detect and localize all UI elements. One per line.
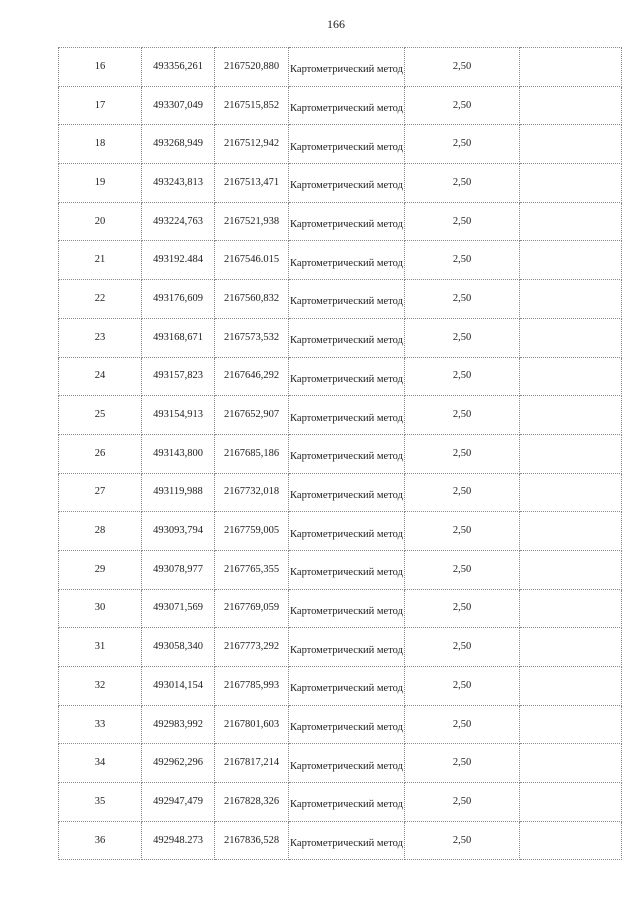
y-coordinate-cell: 2167573,532 xyxy=(215,318,289,357)
note-cell xyxy=(520,512,622,551)
method-cell xyxy=(289,744,405,783)
method-cell xyxy=(289,125,405,164)
y-coordinate-cell: 2167836,528 xyxy=(215,821,289,860)
note-cell xyxy=(520,589,622,628)
y-coordinate-cell: 2167769,059 xyxy=(215,589,289,628)
method-cell xyxy=(289,86,405,125)
y-coordinate-cell: 2167652,907 xyxy=(215,396,289,435)
table-row xyxy=(59,396,622,435)
method-text: Картометрический метод xyxy=(290,722,403,734)
point-number-cell: 21 xyxy=(59,241,142,280)
method-text: Картометрический метод xyxy=(290,528,403,540)
page-number: 166 xyxy=(327,17,345,31)
note-cell xyxy=(520,202,622,241)
x-coordinate-cell: 493307,049 xyxy=(142,86,215,125)
accuracy-cell: 2,50 xyxy=(405,434,520,473)
accuracy-cell: 2,50 xyxy=(405,589,520,628)
x-coordinate-cell: 493224,763 xyxy=(142,202,215,241)
x-coordinate-cell: 493268,949 xyxy=(142,125,215,164)
x-coordinate-cell: 492948.273 xyxy=(142,821,215,860)
accuracy-cell: 2,50 xyxy=(405,512,520,551)
method-cell xyxy=(289,550,405,589)
y-coordinate-cell: 2167759,005 xyxy=(215,512,289,551)
x-coordinate-cell: 492983,992 xyxy=(142,705,215,744)
table-row xyxy=(59,667,622,706)
x-coordinate-cell: 493143,800 xyxy=(142,434,215,473)
point-number-cell: 31 xyxy=(59,628,142,667)
note-cell xyxy=(520,396,622,435)
note-cell xyxy=(520,164,622,203)
point-number-cell: 29 xyxy=(59,550,142,589)
method-cell xyxy=(289,396,405,435)
x-coordinate-cell: 493078,977 xyxy=(142,550,215,589)
point-number-cell: 32 xyxy=(59,667,142,706)
point-number-cell: 36 xyxy=(59,821,142,860)
method-cell xyxy=(289,589,405,628)
point-number-cell: 28 xyxy=(59,512,142,551)
point-number-cell: 33 xyxy=(59,705,142,744)
table-row xyxy=(59,705,622,744)
point-number-cell: 16 xyxy=(59,48,142,87)
accuracy-cell: 2,50 xyxy=(405,473,520,512)
method-text: Картометрический метод xyxy=(290,180,403,192)
note-cell xyxy=(520,705,622,744)
table-row xyxy=(59,86,622,125)
method-text: Картометрический метод xyxy=(290,296,403,308)
method-text: Картометрический метод xyxy=(290,760,403,772)
table-row xyxy=(59,628,622,667)
accuracy-cell: 2,50 xyxy=(405,550,520,589)
method-text: Картометрический метод xyxy=(290,567,403,579)
accuracy-cell: 2,50 xyxy=(405,357,520,396)
y-coordinate-cell: 2167546.015 xyxy=(215,241,289,280)
table-row xyxy=(59,241,622,280)
table-row xyxy=(59,357,622,396)
note-cell xyxy=(520,434,622,473)
accuracy-cell: 2,50 xyxy=(405,280,520,319)
accuracy-cell: 2,50 xyxy=(405,705,520,744)
table-row xyxy=(59,48,622,87)
point-number-cell: 35 xyxy=(59,783,142,822)
x-coordinate-cell: 493119,988 xyxy=(142,473,215,512)
method-cell xyxy=(289,783,405,822)
table-row xyxy=(59,550,622,589)
point-number-cell: 23 xyxy=(59,318,142,357)
method-cell xyxy=(289,202,405,241)
x-coordinate-cell: 493154,913 xyxy=(142,396,215,435)
point-number-cell: 25 xyxy=(59,396,142,435)
y-coordinate-cell: 2167765,355 xyxy=(215,550,289,589)
method-text: Картометрический метод xyxy=(290,799,403,811)
note-cell xyxy=(520,125,622,164)
method-text: Картометрический метод xyxy=(290,838,403,850)
note-cell xyxy=(520,550,622,589)
x-coordinate-cell: 493058,340 xyxy=(142,628,215,667)
y-coordinate-cell: 2167817,214 xyxy=(215,744,289,783)
table-row xyxy=(59,202,622,241)
method-text: Картометрический метод xyxy=(290,605,403,617)
accuracy-cell: 2,50 xyxy=(405,318,520,357)
y-coordinate-cell: 2167646,292 xyxy=(215,357,289,396)
accuracy-cell: 2,50 xyxy=(405,125,520,164)
point-number-cell: 30 xyxy=(59,589,142,628)
note-cell xyxy=(520,86,622,125)
y-coordinate-cell: 2167513,471 xyxy=(215,164,289,203)
x-coordinate-cell: 493192.484 xyxy=(142,241,215,280)
method-cell xyxy=(289,705,405,744)
table-row xyxy=(59,125,622,164)
method-text: Картометрический метод xyxy=(290,683,403,695)
method-cell xyxy=(289,512,405,551)
note-cell xyxy=(520,744,622,783)
method-cell xyxy=(289,357,405,396)
y-coordinate-cell: 2167512,942 xyxy=(215,125,289,164)
method-text: Картометрический метод xyxy=(290,489,403,501)
method-text: Картометрический метод xyxy=(290,141,403,153)
accuracy-cell: 2,50 xyxy=(405,396,520,435)
point-number-cell: 22 xyxy=(59,280,142,319)
accuracy-cell: 2,50 xyxy=(405,86,520,125)
accuracy-cell: 2,50 xyxy=(405,783,520,822)
table-row xyxy=(59,512,622,551)
note-cell xyxy=(520,628,622,667)
note-cell xyxy=(520,318,622,357)
x-coordinate-cell: 492947,479 xyxy=(142,783,215,822)
table-row xyxy=(59,589,622,628)
x-coordinate-cell: 493014,154 xyxy=(142,667,215,706)
note-cell xyxy=(520,280,622,319)
y-coordinate-cell: 2167773,292 xyxy=(215,628,289,667)
method-text: Картометрический метод xyxy=(290,373,403,385)
y-coordinate-cell: 2167521,938 xyxy=(215,202,289,241)
table-row xyxy=(59,318,622,357)
point-number-cell: 20 xyxy=(59,202,142,241)
point-number-cell: 34 xyxy=(59,744,142,783)
method-text: Картометрический метод xyxy=(290,103,403,115)
y-coordinate-cell: 2167785,993 xyxy=(215,667,289,706)
y-coordinate-cell: 2167828,326 xyxy=(215,783,289,822)
y-coordinate-cell: 2167685,186 xyxy=(215,434,289,473)
note-cell xyxy=(520,241,622,280)
coordinates-table-body xyxy=(59,48,622,860)
method-cell xyxy=(289,48,405,87)
y-coordinate-cell: 2167520,880 xyxy=(215,48,289,87)
method-text: Картометрический метод xyxy=(290,451,403,463)
x-coordinate-cell: 493071,569 xyxy=(142,589,215,628)
accuracy-cell: 2,50 xyxy=(405,667,520,706)
method-text: Картометрический метод xyxy=(290,644,403,656)
accuracy-cell: 2,50 xyxy=(405,164,520,203)
accuracy-cell: 2,50 xyxy=(405,744,520,783)
method-cell xyxy=(289,318,405,357)
note-cell xyxy=(520,667,622,706)
point-number-cell: 26 xyxy=(59,434,142,473)
method-text: Картометрический метод xyxy=(290,219,403,231)
x-coordinate-cell: 493176,609 xyxy=(142,280,215,319)
method-cell xyxy=(289,164,405,203)
x-coordinate-cell: 493168,671 xyxy=(142,318,215,357)
table-row xyxy=(59,434,622,473)
y-coordinate-cell: 2167515,852 xyxy=(215,86,289,125)
note-cell xyxy=(520,783,622,822)
accuracy-cell: 2,50 xyxy=(405,241,520,280)
point-number-cell: 24 xyxy=(59,357,142,396)
accuracy-cell: 2,50 xyxy=(405,821,520,860)
x-coordinate-cell: 492962,296 xyxy=(142,744,215,783)
y-coordinate-cell: 2167801,603 xyxy=(215,705,289,744)
method-cell xyxy=(289,628,405,667)
method-cell xyxy=(289,821,405,860)
y-coordinate-cell: 2167560,832 xyxy=(215,280,289,319)
point-number-cell: 18 xyxy=(59,125,142,164)
y-coordinate-cell: 2167732,018 xyxy=(215,473,289,512)
accuracy-cell: 2,50 xyxy=(405,628,520,667)
table-row xyxy=(59,164,622,203)
note-cell xyxy=(520,821,622,860)
method-text: Картометрический метод xyxy=(290,257,403,269)
method-text: Картометрический метод xyxy=(290,412,403,424)
table-row xyxy=(59,473,622,512)
note-cell xyxy=(520,357,622,396)
accuracy-cell: 2,50 xyxy=(405,48,520,87)
method-text: Картометрический метод xyxy=(290,335,403,347)
method-text: Картометрический метод xyxy=(290,64,403,76)
table-row xyxy=(59,783,622,822)
table-row xyxy=(59,280,622,319)
x-coordinate-cell: 493157,823 xyxy=(142,357,215,396)
point-number-cell: 17 xyxy=(59,86,142,125)
method-cell xyxy=(289,473,405,512)
point-number-cell: 19 xyxy=(59,164,142,203)
note-cell xyxy=(520,473,622,512)
table-row xyxy=(59,744,622,783)
method-cell xyxy=(289,667,405,706)
table-row xyxy=(59,821,622,860)
x-coordinate-cell: 493093,794 xyxy=(142,512,215,551)
x-coordinate-cell: 493356,261 xyxy=(142,48,215,87)
method-cell xyxy=(289,241,405,280)
point-number-cell: 27 xyxy=(59,473,142,512)
note-cell xyxy=(520,48,622,87)
method-cell xyxy=(289,434,405,473)
accuracy-cell: 2,50 xyxy=(405,202,520,241)
method-cell xyxy=(289,280,405,319)
coordinates-table xyxy=(58,47,622,860)
x-coordinate-cell: 493243,813 xyxy=(142,164,215,203)
